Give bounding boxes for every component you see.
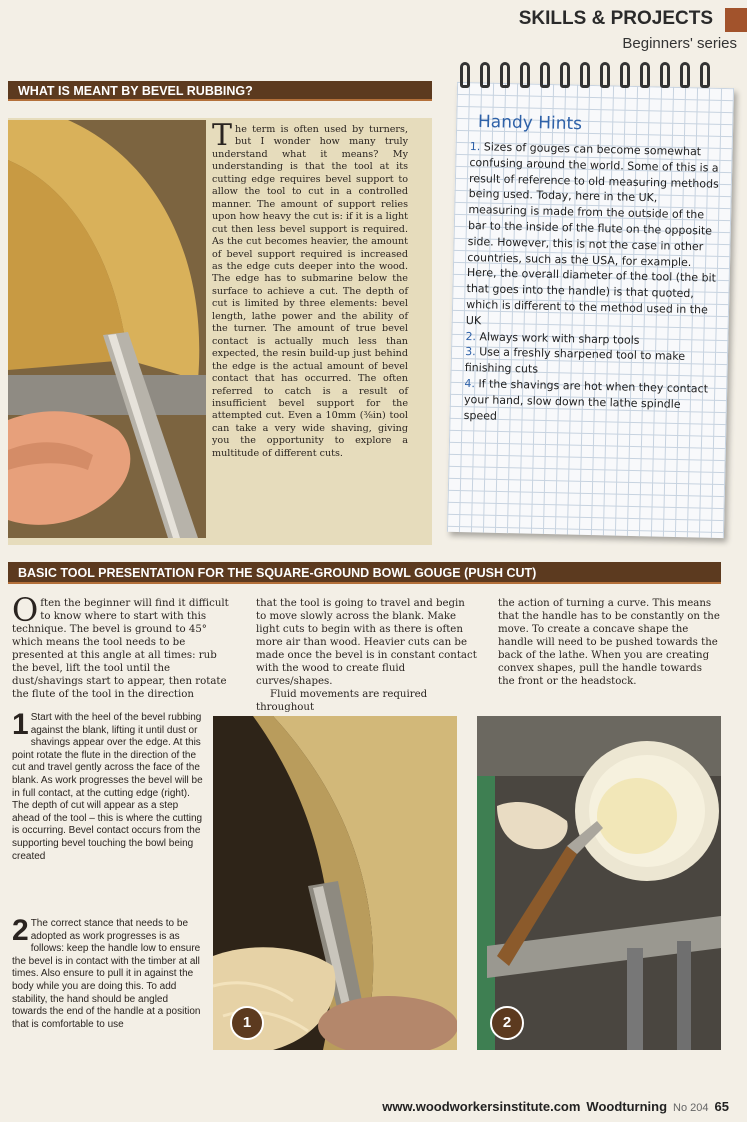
series-subtitle: Beginners' series xyxy=(622,35,737,52)
footer-issue: No 204 xyxy=(673,1102,709,1114)
photo-badge-1: 1 xyxy=(230,1006,264,1040)
hint-text: Sizes of gouges can become somewhat confusing around the world. Some of this is a result of reference to old measuring methods being used. Today, here in the UK, measuring is made from the outside of the bar to the inside of the flute on the opposite side. However, this is not the case in other countries, such as the USA, for example. Here, the overall diameter of the tool (the bit that goes into the handle) is that quoted, which is different to the method used in the UK xyxy=(465,140,719,328)
spiral-ring xyxy=(460,62,470,88)
hint-text: Use a freshly sharpened tool to make finishing cuts xyxy=(464,345,686,376)
intro-column-1 xyxy=(12,591,236,701)
spiral-ring xyxy=(540,62,550,88)
hint-number: 1. xyxy=(469,139,481,154)
footer-magazine: Woodturning xyxy=(586,1099,668,1114)
hint-item xyxy=(464,376,715,429)
intro-column-2 xyxy=(256,597,478,714)
step-1-caption xyxy=(12,708,204,863)
notebook-spiral-binding xyxy=(460,62,710,96)
hint-item xyxy=(466,139,720,334)
spiral-ring xyxy=(660,62,670,88)
intro-paragraph: ften the beginner will find it difficult to know where to start with this technique. The bevel is ground to 45° which means the tool needs to be presented at this angle at all times: rub the bevel, lift the tool until the dust/shavings start to appear, then rotate the flute of the tool in the direction xyxy=(12,598,229,700)
intro-dropcap: O xyxy=(12,591,39,629)
handy-hints-title: Handy Hints xyxy=(477,111,583,135)
handy-hints-list xyxy=(464,139,720,429)
intro-column-3 xyxy=(498,597,720,688)
bevel-section-heading: WHAT IS MEANT BY BEVEL RUBBING? xyxy=(8,81,432,101)
bevel-dropcap: T xyxy=(212,118,233,153)
spiral-ring xyxy=(520,62,530,88)
spiral-ring xyxy=(680,62,690,88)
step-number: 2 xyxy=(12,914,29,947)
step-text: Start with the heel of the bevel rubbing against the blank, lifting it until dust or shavings appear over the edge. At this point rotate the flute in the direction of the cut and travel gently across the face of the blank. As work progresses the bevel will be in full contact, at the cutting edge (right). The depth of cut will appear as a step ahead of the tool – this is where the cutting is occurring. Bevel contact occurs from the supporting bevel touching the bowl being created xyxy=(12,712,203,862)
spiral-ring xyxy=(560,62,570,88)
bevel-body-text xyxy=(212,118,408,460)
step-1-photo xyxy=(213,716,457,1050)
step-text: The correct stance that needs to be adopted as work progresses is as follows: keep the handle low to ensure the bevel is in contact with the timber at all times. Also ensure to pull it in against the body while you are doing this. To add stability, the hand should be angled towards the end of the handle at a position that is comfortable to use xyxy=(12,918,201,1030)
hint-number: 3. xyxy=(465,345,476,359)
section-tab-marker xyxy=(725,8,747,32)
bevel-paragraph: he term is often used by turners, but I wonder how many truly understand what it means? My understanding is that the tool at its cutting edge requires bevel support to allow the tool to cut in a controlled manner. The amount of support relies upon how heavy the cut is: if it is a light cut then less bevel support is required. As the cut becomes heavier, the amount of bevel support required is increased as the edge cuts deeper into the wood. The edge has to submarine below the surface to achieve a cut. The depth of cut is limited by three elements: bevel length, lathe power and the ability of the turner. The amount of true bevel contact is actually much less than expected, the resin build-up just behind the edge is the actual amount of bevel contact that has occurred. The often referred to catch is a result of insufficient bevel support for the attempted cut. Even a 10mm (⅜in) tool can take a very wide shaving, giving you the opportunity to explore a multitude of different cuts. xyxy=(212,124,408,459)
hint-text: Always work with sharp tools xyxy=(479,329,640,347)
bevel-rubbing-photo xyxy=(8,120,206,538)
spiral-ring xyxy=(580,62,590,88)
intro-paragraph-3: the action of turning a curve. This means that the handle has to be constantly on the move. To create a concave shape the handle will need to be pushed towards the back of the lathe. When you are creating convex shapes, pull the handle towards the front or the headstock. xyxy=(498,598,720,687)
spiral-ring xyxy=(480,62,490,88)
hint-text: If the shavings are hot when they contact your hand, slow down the lathe spindle speed xyxy=(463,377,709,423)
spiral-ring xyxy=(600,62,610,88)
footer-url[interactable]: www.woodworkersinstitute.com xyxy=(382,1099,581,1114)
spiral-ring xyxy=(620,62,630,88)
spiral-ring xyxy=(640,62,650,88)
step-2-photo xyxy=(477,716,721,1050)
spiral-ring xyxy=(700,62,710,88)
page-footer xyxy=(382,1099,729,1114)
photo-badge-2: 2 xyxy=(490,1006,524,1040)
push-cut-section-heading: BASIC TOOL PRESENTATION FOR THE SQUARE-GROUND BOWL GOUGE (PUSH CUT) xyxy=(8,562,721,584)
footer-page-number: 65 xyxy=(714,1099,729,1114)
section-title: SKILLS & PROJECTS xyxy=(518,8,713,29)
step-2-caption xyxy=(12,914,204,1031)
intro-paragraph-2b: Fluid movements are required throughout xyxy=(256,689,428,713)
step-number: 1 xyxy=(12,708,29,741)
hint-number: 2. xyxy=(465,329,477,343)
intro-paragraph-2a: that the tool is going to travel and begin to move slowly across the blank. Make light cuts to begin with as there is often more air than wood. Heavier cuts can be made once the bevel is in constant contact with the wood to create fluid curves/shapes. xyxy=(256,598,477,687)
spiral-ring xyxy=(500,62,510,88)
hint-number: 4. xyxy=(464,376,476,391)
